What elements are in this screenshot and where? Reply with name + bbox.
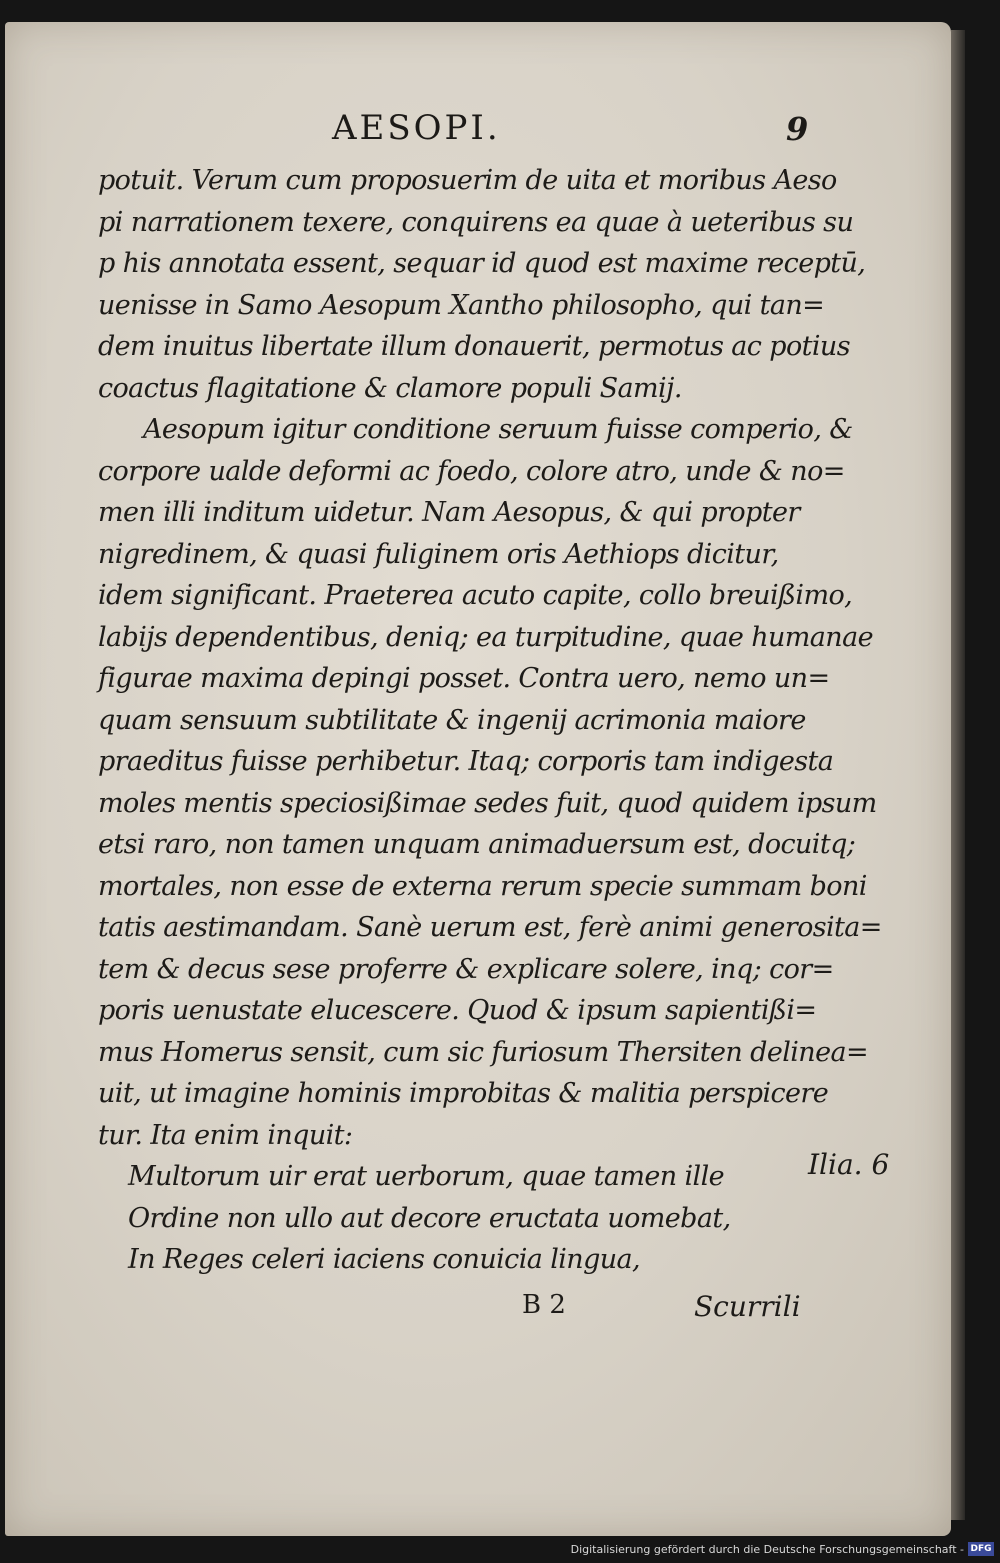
text-line: idem significant. Praeterea acuto capite, collo breuißimo, (98, 580, 853, 611)
text-line: tur. Ita enim inquit: (98, 1119, 353, 1151)
text-line: corpore ualde deformi ac foedo, colore atro, unde & no= (98, 455, 845, 487)
text-line: poris uenustate elucescere. Quod & ipsum sapientißi= (98, 995, 817, 1026)
text-line: tem & decus sese proferre & explicare solere, inq; cor= (98, 953, 834, 985)
text-line: etsi raro, non tamen unquam animaduersum est, docuitq; (98, 829, 856, 860)
text-line: uit, ut imagine hominis improbitas & malitia perspicere (98, 1078, 829, 1109)
text-line: labijs dependentibus, deniq; ea turpitudine, quae humanae (98, 621, 873, 653)
text-line: dem inuitus libertate illum donauerit, permotus ac potius (98, 331, 850, 362)
page-edge (951, 30, 965, 1520)
text-line: nigredinem, & quasi fuliginem oris Aethiops dicitur, (98, 538, 779, 570)
text-line: Aesopum igitur conditione seruum fuisse comperio, & (143, 414, 853, 445)
text-line: moles mentis speciosißimae sedes fuit, quod quidem ipsum (98, 787, 877, 819)
text-line: tatis aestimandam. Sanè uerum est, ferè animi generosita= (98, 912, 882, 943)
dfg-logo: DFG (968, 1542, 994, 1556)
text-line: praeditus fuisse perhibetur. Itaq; corporis tam indigesta (98, 746, 834, 777)
text-line: men illi inditum uidetur. Nam Aesopus, & qui propter (98, 497, 800, 528)
text-line: mus Homerus sensit, cum sic furiosum Thersiten delinea= (98, 1036, 868, 1068)
text-line: pi narrationem texere, conquirens ea quae à ueteribus su (98, 206, 854, 238)
signature-mark: B 2 (522, 1290, 566, 1320)
folio-number: 9 (786, 110, 809, 148)
text-line: uenisse in Samo Aesopum Xantho philosopho, qui tan= (98, 289, 825, 321)
text-line: figurae maxima depingi posset. Contra uero, nemo un= (98, 663, 830, 694)
text-line: mortales, non esse de externa rerum specie summam boni (98, 870, 867, 902)
text-line: potuit. Verum cum proposuerim de uita et moribus Aeso (98, 165, 837, 196)
verse-line: Ordine non ullo aut decore eructata uomebat, (128, 1202, 731, 1234)
text-line: p his annotata essent, sequar id quod est maxime receptū, (98, 248, 866, 279)
verse-line: Multorum uir erat uerborum, quae tamen ille (128, 1161, 724, 1192)
funding-credit: Digitalisierung gefördert durch die Deutsche Forschungsgemeinschaft - (570, 1543, 964, 1556)
catchword: Scurrili (694, 1290, 801, 1323)
margin-note: Ilia. 6 (808, 1148, 890, 1181)
text-line: quam sensuum subtilitate & ingenij acrimonia maiore (98, 704, 806, 736)
verse-line: In Reges celeri iaciens conuicia lingua, (128, 1244, 641, 1275)
running-head: AESOPI. (332, 108, 501, 148)
text-line: coactus flagitatione & clamore populi Samij. (98, 372, 682, 404)
